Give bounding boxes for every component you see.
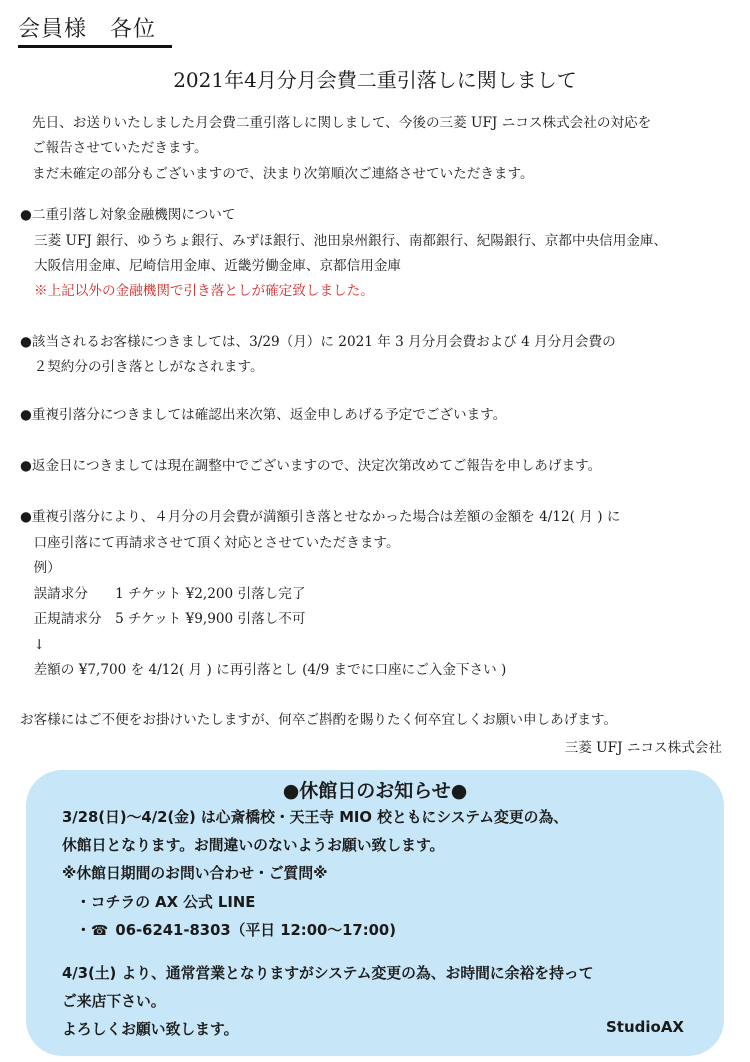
example-correct-charge: 正規請求分 5 チケット ¥9,900 引落し不可 (20, 611, 306, 627)
holiday-notice-box (26, 770, 724, 1056)
brand-name: StudioAX (605, 1018, 684, 1036)
refund-date-line: ●返金日につきましては現在調整中でございますので、決定次第改めてご報告を申しあげます。 (20, 458, 602, 474)
notice-line-3: 4/3(土) より、通常営業となりますがシステム変更の為、お時間に余裕を持って (62, 965, 594, 982)
shortfall-line-1: ●重複引落分により、４月分の月会費が満額引き落とせなかった場合は差額の金額を 4/12( 月 ) に (20, 509, 621, 525)
intro-line-2: ご報告させていただきます。 (32, 140, 208, 156)
document-title: 2021年4月分月会費二重引落しに関しまして (173, 68, 577, 92)
notice-title: ●休館日のお知らせ● (282, 780, 468, 802)
intro-line-3: まだ未確定の部分もございますので、決まり次第順次ご連絡させていただきます。 (32, 166, 534, 182)
shortfall-line-2: 口座引落にて再請求させて頂く対応とさせていただきます。 (20, 535, 400, 551)
banks-heading: ●二重引落し対象金融機関について (20, 207, 236, 223)
intro-line-1: 先日、お送りいたしました月会費二重引落しに関しまして、今後の三菱 UFJ ニコス株式会社の対応を (32, 115, 652, 131)
phone-number: 06-6241-8303（平日 12:00～17:00) (115, 922, 396, 939)
notice-phone-line (76, 917, 396, 945)
applicable-line-1: ●該当されるお客様につきましては、3/29（月）に 2021 年 3 月分月会費および 4 月分月会費の (20, 334, 616, 350)
notice-line-item: ・コチラの AX 公式 LINE (76, 894, 256, 911)
down-arrow: ↓ (20, 637, 45, 653)
applicable-line-2: ２契約分の引き落としがなされます。 (20, 359, 264, 375)
addressee-heading: 会員様 各位 (18, 12, 172, 48)
notice-inquiry-heading: ※休館日期間のお問い合わせ・ご質問※ (62, 865, 328, 882)
notice-line-1: 3/28(日)～4/2(金) は心斎橋校・天王寺 MIO 校ともにシステム変更の為、 (62, 809, 569, 826)
example-difference: 差額の ¥7,700 を 4/12( 月 ) に再引落とし (4/9 までに口座にご入金下さい ) (20, 662, 507, 678)
example-wrong-charge: 誤請求分 1 チケット ¥2,200 引落し完了 (20, 586, 306, 602)
banks-line-2: 大阪信用金庫、尼崎信用金庫、近畿労働金庫、京都信用金庫 (34, 258, 402, 274)
banks-line-1: 三菱 UFJ 銀行、ゆうちょ銀行、みずほ銀行、池田泉州銀行、南都銀行、紀陽銀行、京都中央信用金庫、 (34, 233, 668, 249)
telephone-icon: ☎ (90, 923, 109, 939)
example-label: 例） (20, 560, 61, 576)
banks-note: ※上記以外の金融機関で引き落としが確定致しました。 (34, 283, 374, 299)
closing-text: お客様にはご不便をお掛けいたしますが、何卒ご斟酌を賜りたく何卒宜しくお願い申しあげます。 (20, 712, 618, 728)
notice-line-5: よろしくお願い致します。 (62, 1021, 239, 1038)
notice-line-4: ご来店下さい。 (62, 993, 166, 1010)
notice-line-2: 休館日となります。お間違いのないようお願い致します。 (62, 837, 445, 854)
bullet: ・ (76, 922, 91, 939)
signature: 三菱 UFJ ニコス株式会社 (564, 740, 722, 756)
refund-line: ●重複引落分につきましては確認出来次第、返金申しあげる予定でございます。 (20, 407, 507, 423)
